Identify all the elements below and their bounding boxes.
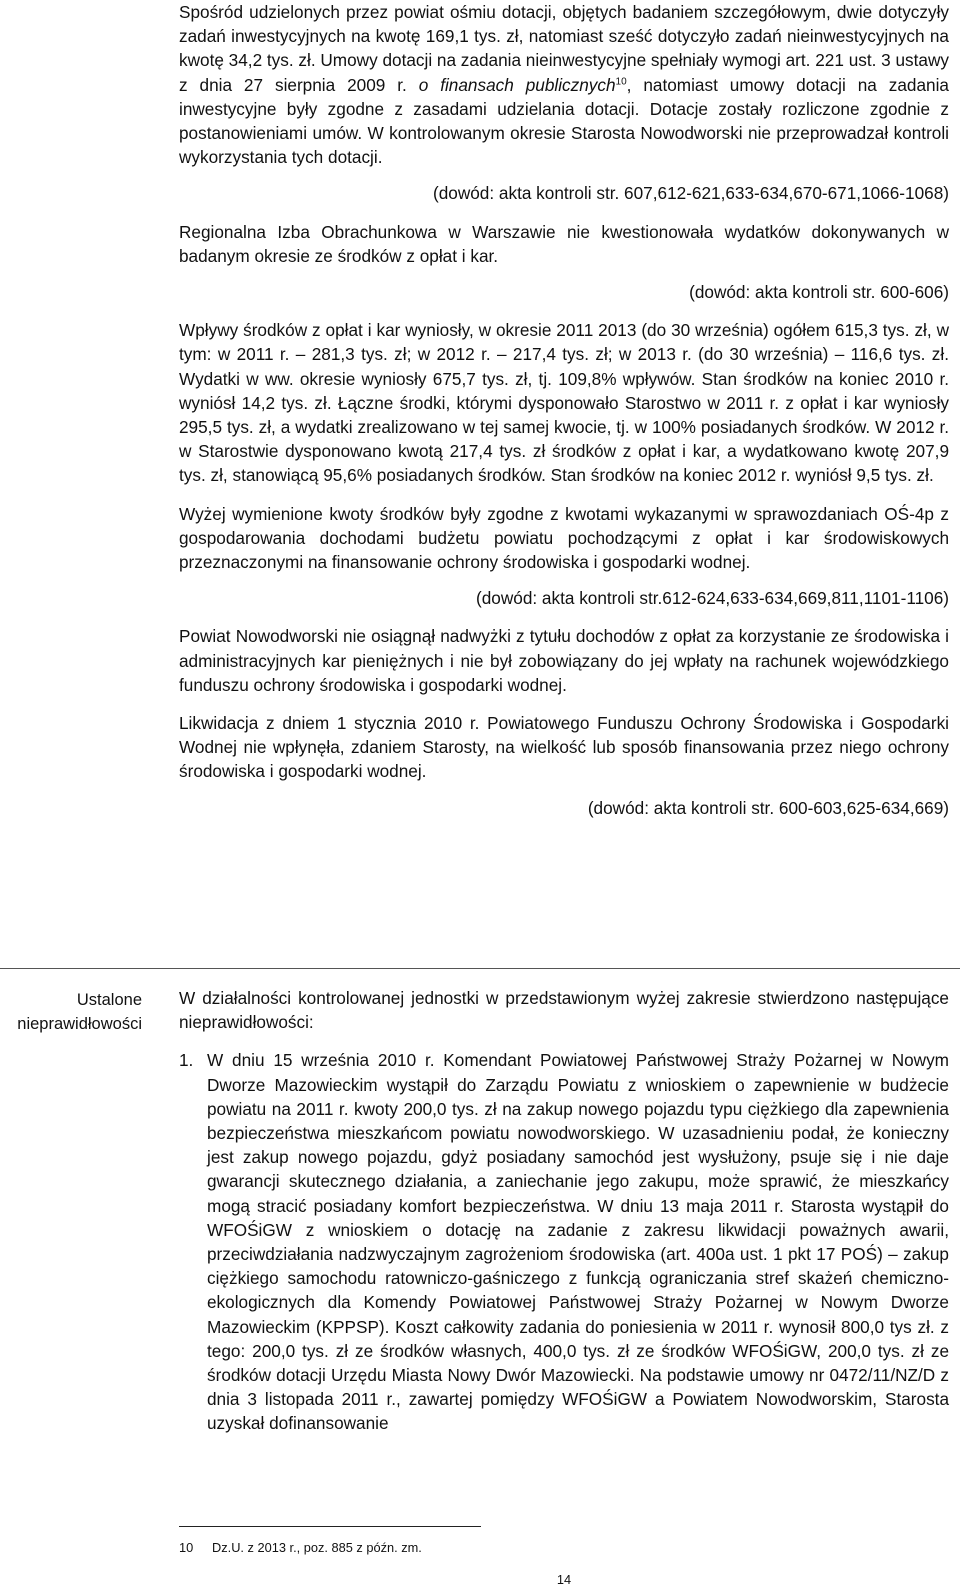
paragraph-text: , natomiast umowy dotacji na zadania inwestycyjne były zgodne z zasadami udzielania dotacji. Dotacje zostały rozliczone zgodnie z postanowieniami umów. W kontrolowanym okresie Starosta Nowodworski nie przeprowadzał kontroli wykorzystania tych dotacji.: [179, 74, 949, 168]
footnote-text: Dz.U. z 2013 r., poz. 885 z późn. zm.: [212, 1540, 422, 1555]
evidence-reference: (dowód: akta kontroli str. 607,612-621,633-634,670-671,1066-1068): [433, 183, 949, 204]
footnote-mark: 10: [179, 1540, 194, 1555]
list-item: [179, 1048, 949, 1435]
paragraph-rio: Regionalna Izba Obrachunkowa w Warszawie nie kwestionowała wydatków dokonywanych w badanym okresie ze środków z opłat i kar.: [179, 221, 949, 266]
page-number: 14: [556, 1572, 572, 1587]
footnote-separator: [179, 1526, 481, 1527]
evidence-reference: (dowód: akta kontroli str. 600-606): [689, 282, 949, 303]
section-divider: [0, 968, 960, 969]
paragraph-revenues: Wpływy środków z opłat i kar wyniosły, w okresie 2011 2013 (do 30 września) ogółem 615,3 tys. zł, w tym: w 2011 r. – 281,3 tys. zł; w 2012 r. – 217,4 tys. zł; w 2013 r. (do 30 września) – 116,6 tys. zł. Wydatki w ww. okresie wyniosły 675,7 tys. zł, tj. 109,8% wpływów. Stan środków na koniec 2010 r. wyniósł 14,2 tys. zł. Łączne środki, którymi dysponowało Starostwo w 2011 r. z opłat i kar wyniosły 295,5 tys. zł, a wydatki zrealizowano w tej samej kwocie, tj. w 100% posiadanych środków. W 2012 r. w Starostwie dysponowano kwotą 217,4 tys. zł środków z opłat i kar, a wydatkowano kwotę 207,9 tys. zł, stanowiącą 95,6% posiadanych środków. Stan środków na koniec 2012 r. wyniósł 9,5 tys. zł.: [179, 320, 949, 486]
act-title: o finansach publicznych: [418, 74, 616, 95]
evidence-reference: (dowód: akta kontroli str. 600-603,625-634,669): [587, 797, 949, 818]
evidence-reference: (dowód: akta kontroli str.612-624,633-634,669,811,1101-1106): [476, 588, 949, 609]
paragraph-text: Spośród udzielonych przez powiat ośmiu dotacji, objętych badaniem szczegółowym, dwie dotyczyły zadań inwestycyjnych na kwotę 169,1 tys. zł, natomiast sześć dotyczyło zadań nieinwestycyjnych na kwotę 34,2 tys. zł. Umowy dotacji na zadania nieinwestycyjne spełniały wymogi art. 221 ust. 3 ustawy z dnia 27 sierpnia 2009 r.: [179, 2, 949, 95]
list-item-text: W dniu 15 września 2010 r. Komendant Powiatowej Państwowej Straży Pożarnej w Nowym Dworze Mazowieckim wystąpił do Zarządu Powiatu z wnioskiem o zapewnienie w budżecie powiatu na 2011 r. kwoty 200,0 tys. zł na zakup nowego pojazdu typu ciężkiego dla zapewnienia bezpieczeństwa mieszkańcom powiatu nowodworskiego. W uzasadnieniu podał, że konieczny jest zakup nowego pojazdu, gdyż posiadany samochód jest wysłużony, psuje się i nie daje gwarancji skutecznego działania, a zaniechanie jego zakupu, może sprawić, że mieszkańcy mogą stracić posiadany komfort bezpieczeństwa. W dniu 13 maja 2011 r. Starosta wystąpił do WFOŚiGW z wnioskiem o dotację na zadanie z zakresu likwidacji poważnych awarii, przeciwdziałania nadzwyczajnym zagrożeniom środowiska (art. 400a ust. 1 pkt 17 POŚ) – zakup ciężkiego samochodu ratowniczo-gaśniczego z funkcją ograniczania stref skażeń chemiczno-ekologicznych dla Komendy Powiatowej Państwowej Straży Pożarnej w Nowym Dworze Mazowieckim (KPPSP). Koszt całkowity zadania do poniesienia w 2011 r. wynosił 800,0 tys zł. z tego: 200,0 tys. zł ze środków własnych, 400,0 tys. zł ze środków WFOŚiGW, 200,0 tys. zł ze środków dotacji Urzędu Miasta Nowy Dwór Mazowiecki. Na podstawie umowy nr 0472/11/NZ/D z dnia 3 listopada 2011 r., zawartej pomiędzy WFOŚiGW a Powiatem Nowodworskim, Starosta uzyskał dofinansowanie: [207, 1050, 949, 1434]
footnote-reference[interactable]: 10: [615, 75, 627, 87]
section-intro: W działalności kontrolowanej jednostki w przedstawionym wyżej zakresie stwierdzono następujące nieprawidłowości:: [179, 988, 949, 1033]
paragraph-subsidies: [179, 0, 949, 169]
paragraph-surplus: Powiat Nowodworski nie osiągnął nadwyżki z tytułu dochodów z opłat za korzystanie ze środowiska i administracyjnych kar pieniężnych i nie był zobowiązany do jej wpłaty na rachunek wojewódzkiego funduszu ochrony środowiska i gospodarki wodnej.: [179, 626, 949, 695]
main-text: [179, 0, 949, 820]
list-item-number: 1.: [179, 1050, 194, 1071]
irregularities-section: [179, 986, 949, 1436]
section-label: Ustalone nieprawidłowości: [17, 991, 142, 1033]
footnote: [179, 1540, 422, 1556]
paragraph-fund-liquidation: Likwidacja z dniem 1 stycznia 2010 r. Powiatowego Funduszu Ochrony Środowiska i Gospodarki Wodnej nie wpłynęła, zdaniem Starosty, na wielkość lub sposób finansowania przez niego ochrony środowiska i gospodarki wodnej.: [179, 713, 949, 782]
paragraph-reports: Wyżej wymienione kwoty środków były zgodne z kwotami wykazanymi w sprawozdaniach OŚ-4p z gospodarowania dochodami budżetu powiatu pochodzącymi z opłat i kar środowiskowych przeznaczonymi na finansowanie ochrony środowiska i gospodarki wodnej.: [179, 503, 949, 573]
